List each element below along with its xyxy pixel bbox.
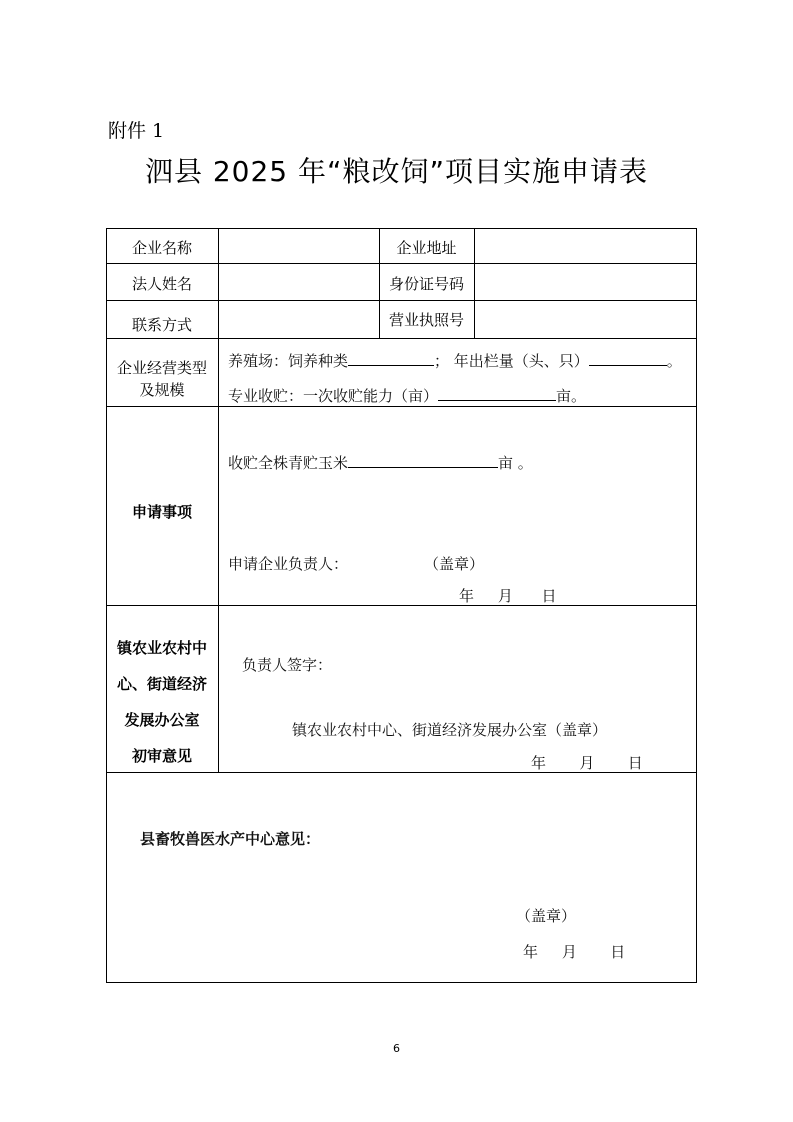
company-name-label: 企业名称: [131, 239, 192, 257]
table-border-left: [106, 228, 107, 983]
attachment-label: 附件 1: [108, 120, 165, 142]
column-divider: [474, 228, 475, 339]
county-seal: （盖章）: [516, 907, 577, 925]
contact-label: 联系方式: [131, 316, 192, 334]
storage-prefix: 专业收贮：一次收贮能力（亩）: [228, 387, 439, 405]
application-label: 申请事项: [131, 503, 192, 521]
application-seal: （盖章）: [424, 555, 485, 573]
town-office-seal: 镇农业农村中心、街道经济发展办公室（盖章）: [292, 721, 608, 739]
breeding-prefix: 养殖场：饲养种类: [228, 352, 349, 370]
business-type-label-line1: 企业经营类型: [116, 359, 207, 377]
town-review-label-line: 镇农业农村中: [116, 639, 207, 657]
county-date: 年 月 日: [523, 943, 626, 961]
breeding-mid: ； 年出栏量（头、只）: [434, 352, 589, 370]
table-border-right: [696, 228, 697, 983]
license-number-label: 营业执照号: [388, 311, 464, 329]
breeding-end: 。: [666, 352, 682, 370]
application-item-prefix: 收贮全株青贮玉米: [228, 454, 349, 472]
row-divider: [106, 406, 697, 407]
applicant-signature-label: 申请企业负责人：: [228, 555, 349, 573]
town-review-label-line: 发展办公室: [124, 711, 200, 729]
storage-end: 亩。: [556, 387, 587, 405]
row-divider: [106, 338, 697, 339]
town-review-label-line: 初审意见: [131, 747, 192, 765]
storage-capacity-blank[interactable]: [438, 386, 556, 401]
silage-corn-area-blank[interactable]: [348, 453, 498, 468]
storage-line: [228, 385, 586, 406]
table-border-top: [106, 228, 697, 229]
row-divider: [106, 300, 697, 301]
business-type-label: [106, 357, 218, 401]
column-divider: [218, 228, 219, 773]
business-type-label-line2: 及规模: [139, 381, 185, 399]
page-title: 泗县 2025 年“粮改饲”项目实施申请表: [144, 155, 649, 188]
application-date: 年 月 日: [459, 587, 557, 605]
id-number-label: 身份证号码: [388, 275, 464, 293]
breeding-line: [228, 350, 682, 371]
table-border-bottom: [106, 982, 697, 983]
town-review-date: 年 月 日: [531, 754, 643, 772]
town-review-label-line: 心、街道经济: [116, 675, 207, 693]
annual-output-blank[interactable]: [589, 351, 667, 366]
county-opinion-label: 县畜牧兽医水产中心意见：: [140, 830, 321, 848]
town-review-label: [106, 630, 218, 774]
legal-person-label: 法人姓名: [131, 275, 192, 293]
company-address-label: 企业地址: [396, 239, 457, 257]
page-number: 6: [393, 1042, 400, 1055]
breeding-species-blank[interactable]: [348, 351, 434, 366]
row-divider: [106, 605, 697, 606]
row-divider: [106, 263, 697, 264]
application-item-line: [228, 452, 533, 473]
town-signature-label: 负责人签字：: [242, 656, 333, 674]
application-item-end: 亩 。: [498, 454, 533, 472]
